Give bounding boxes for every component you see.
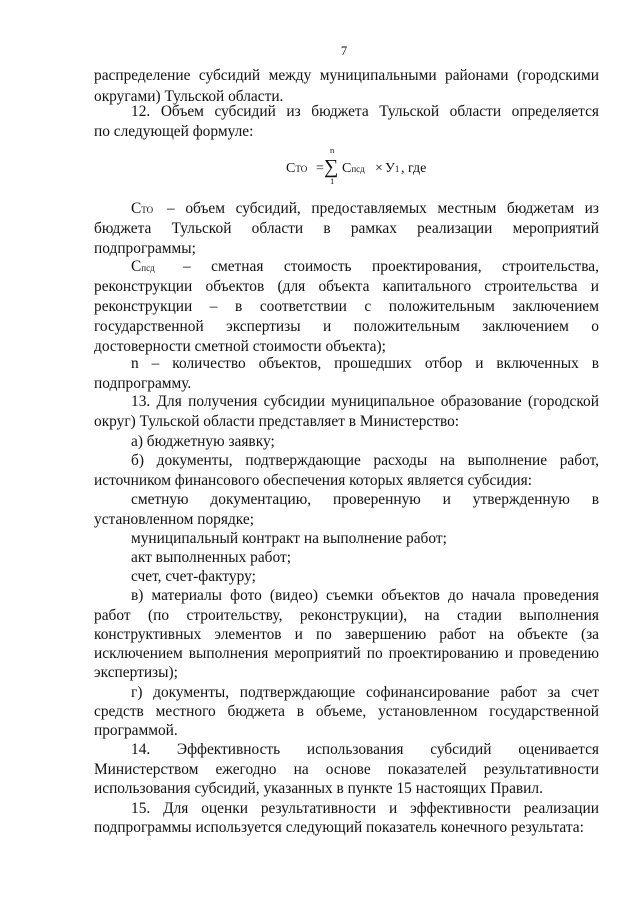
- text-line: 15. Для оценки результативности и эффективности реализации: [131, 800, 599, 817]
- subsidy-formula: [286, 145, 427, 186]
- text-line: г) документы, подтверждающие софинансирование работ за счет: [131, 684, 599, 701]
- text-line: установленном порядке;: [94, 511, 254, 528]
- text-line: 14. Эффективность использования субсидий оценивается: [131, 741, 599, 758]
- text-line: по следующей формуле:: [94, 123, 254, 140]
- term-spsd-sub: псд: [141, 263, 155, 273]
- text-line: использования субсидий, указанных в пункте 15 настоящих Правил.: [94, 780, 543, 797]
- term-sto-letter: С: [131, 200, 142, 217]
- formula-sum-bottom: 1: [330, 176, 335, 186]
- text-line: – объем субсидий, предоставляемых местным бюджетам из: [167, 200, 599, 217]
- text-line: подпрограммы используется следующий показатель конечного результата:: [94, 819, 584, 836]
- text-line: округами) Тульской области.: [94, 88, 284, 105]
- text-line: работ (по строительству, реконструкции), на стадии выполнения: [94, 607, 599, 624]
- text-line: распределение субсидий между муниципальными районами (городскими: [94, 67, 599, 84]
- text-line: 12. Объем субсидий из бюджета Тульской области определяется: [131, 103, 599, 120]
- formula-lhs: С: [286, 161, 296, 176]
- formula-suffix: , где: [401, 161, 427, 176]
- text-line: округ) Тульской области представляет в Министерство:: [94, 413, 460, 430]
- text-line: в) материалы фото (видео) съемки объектов до начала проведения: [131, 587, 599, 604]
- formula-equals: =: [316, 161, 324, 176]
- term-sto: [131, 201, 153, 216]
- text-line: б) документы, подтверждающие расходы на выполнение работ,: [131, 452, 599, 469]
- text-line: акт выполненных работ;: [131, 549, 291, 566]
- text-line: Министерством ежегодно на основе показателей результативности: [94, 761, 599, 778]
- text-line: источником финансового обеспечения которых является субсидия:: [94, 472, 533, 489]
- text-line: n – количество объектов, прошедших отбор и включенных в: [131, 355, 599, 372]
- text-line: 13. Для получения субсидии муниципальное образование (городской: [131, 393, 599, 410]
- formula-term2: У: [385, 161, 395, 176]
- text-line: бюджета Тульской области в рамках реализации мероприятий: [94, 220, 599, 237]
- formula-times: ×: [375, 161, 383, 176]
- text-line: а) бюджетную заявку;: [131, 433, 275, 450]
- text-line: средств местного бюджета в объеме, установленном государственной: [94, 703, 599, 720]
- text-line: конструктивных элементов и по завершению работ на объекте (за: [94, 626, 599, 643]
- text-line: сметную документацию, проверенную и утвержденную в: [131, 491, 599, 508]
- term-spsd: [131, 259, 155, 274]
- text-line: исключением выполнения мероприятий по проектированию и проведению: [94, 645, 599, 662]
- formula-term2-sub: 1: [394, 164, 400, 174]
- text-line: счет, счет-фактуру;: [131, 568, 256, 585]
- text-line: программой.: [94, 722, 178, 739]
- text-line: подпрограммы;: [94, 240, 196, 257]
- text-line: государственной экспертизы и положительным заключением о: [94, 318, 599, 335]
- formula-term1-sub: псд: [351, 164, 365, 174]
- formula-lhs-sub: ТО: [295, 164, 308, 174]
- formula-term1: С: [342, 161, 352, 176]
- text-line: – сметная стоимость проектирования, строительства,: [183, 258, 599, 275]
- page-number: 7: [340, 44, 348, 58]
- term-sto-sub: ТО: [141, 205, 154, 215]
- formula-sum-top: n: [330, 145, 335, 155]
- text-line: достоверности сметной стоимости объекта);: [94, 338, 386, 355]
- term-spsd-letter: С: [131, 258, 142, 275]
- text-line: реконструкции объектов (для объекта капитального строительства и: [94, 278, 599, 295]
- text-line: муниципальный контракт на выполнение работ;: [131, 530, 447, 547]
- text-line: экспертизы);: [94, 664, 178, 681]
- text-line: реконструкции – в соответствии с положительным заключением: [94, 298, 599, 315]
- formula-sum-sign: ∑: [324, 156, 339, 178]
- text-line: подпрограмму.: [94, 375, 192, 392]
